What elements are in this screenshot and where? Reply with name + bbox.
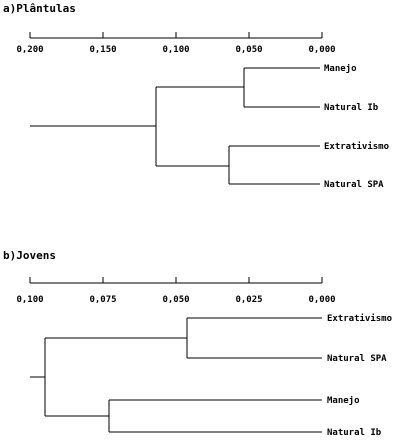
panel-a-axis [16,32,335,55]
panel-b-leaf-label: Natural SPA [327,354,387,364]
panel-b-leaf-label: Natural Ib [327,428,382,438]
panel-b-title: b)Jovens [3,249,56,262]
panel-a-tick-label: 0,150 [89,45,117,55]
panel-b-tick-label: 0,000 [308,295,336,305]
panel-b-tick-label: 0,025 [235,295,263,305]
panel-b-tick-label: 0,050 [162,295,190,305]
panel-a-tree [30,68,320,184]
panel-b-leaf-label: Extrativismo [327,314,393,324]
panel-a-tick-label: 0,100 [162,45,190,55]
panel-b-leaf-label: Manejo [327,396,360,406]
panel-a-tick-label: 0,050 [235,45,263,55]
panel-a-tick-label: 0,000 [308,45,336,55]
panel-b-tree [30,318,322,432]
panel-a-leaf-label: Natural Ib [324,103,379,113]
panel-a [3,2,389,190]
panel-a-title: a)Plântulas [3,2,76,15]
panel-b-tick-label: 0,075 [89,295,117,305]
panel-b [3,249,392,438]
panel-a-leaf-label: Manejo [324,64,357,74]
panel-b-leaf-labels [327,313,392,438]
panel-b-axis [16,277,335,305]
panel-a-leaf-labels [324,63,389,190]
panel-b-tick-label: 0,100 [16,295,44,305]
panel-a-leaf-label: Extrativismo [324,142,390,152]
panel-a-tick-label: 0,200 [16,45,44,55]
panel-a-leaf-label: Natural SPA [324,180,384,190]
